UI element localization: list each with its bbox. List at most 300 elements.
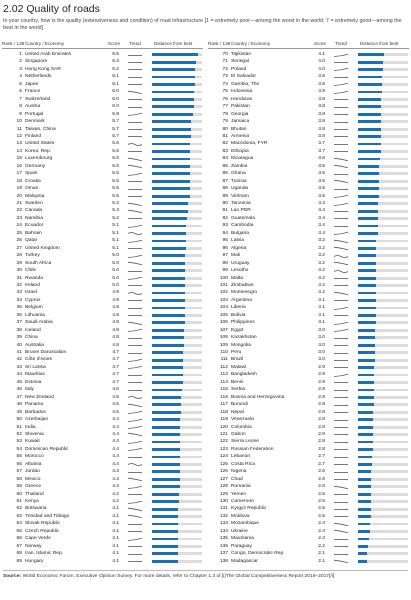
table-row <box>2 51 204 58</box>
trend-sparkline-icon <box>334 298 348 303</box>
distance-bar-track <box>358 336 408 339</box>
rank-cell: 80 <box>222 126 228 132</box>
trend-line <box>334 307 348 309</box>
trend-line <box>128 203 142 206</box>
trend-sparkline-icon <box>128 261 142 266</box>
distance-bar <box>358 68 383 71</box>
distance-bar <box>358 195 379 198</box>
distance-bar <box>152 277 185 280</box>
rank-cell: 66 <box>16 536 22 542</box>
trend-line <box>334 69 348 71</box>
table-row <box>208 118 410 125</box>
distance-bar-track <box>152 545 202 548</box>
rank-cell: 135 <box>219 536 228 542</box>
score-cell: 4.1 <box>112 513 119 519</box>
rank-cell: 75 <box>222 89 228 95</box>
trend-sparkline-icon <box>128 537 142 542</box>
rank-cell: 125 <box>219 461 228 467</box>
table-row <box>208 155 410 162</box>
distance-bar <box>152 552 178 555</box>
distance-bar-track <box>358 329 408 332</box>
trend-sparkline-icon <box>334 134 348 139</box>
distance-bar-track <box>358 180 408 183</box>
score-cell: 2.6 <box>318 476 325 482</box>
trend-sparkline-icon <box>128 410 142 415</box>
distance-bar-track <box>152 172 202 175</box>
distance-bar-track <box>358 284 408 287</box>
distance-bar-track <box>152 83 202 86</box>
table-row <box>208 550 410 557</box>
table-row <box>2 237 204 244</box>
country-cell: Thailand <box>25 491 44 497</box>
trend-sparkline-icon <box>128 105 142 110</box>
distance-bar-track <box>152 336 202 339</box>
trend-sparkline-icon <box>128 202 142 207</box>
distance-bar <box>152 478 180 481</box>
source-label: Source: <box>3 574 22 579</box>
distance-bar-track <box>152 128 202 131</box>
distance-bar-track <box>358 105 408 108</box>
trend-sparkline-icon <box>128 485 142 490</box>
trend-sparkline-icon <box>128 224 142 229</box>
table-row <box>208 200 410 207</box>
table-row <box>208 275 410 282</box>
rank-cell: 97 <box>222 253 228 259</box>
distance-bar-track <box>358 560 408 563</box>
distance-bar <box>358 105 381 108</box>
trend-sparkline-icon <box>128 351 142 356</box>
country-cell: Ukraine <box>231 528 248 534</box>
distance-bar <box>358 165 379 168</box>
trend-sparkline-icon <box>334 194 348 199</box>
country-cell: Lithuania <box>25 312 45 318</box>
table-row <box>2 111 204 118</box>
trend-line <box>334 560 348 563</box>
distance-bar-track <box>152 158 202 161</box>
distance-header: Distance from best <box>154 41 193 46</box>
trend-sparkline-icon <box>334 202 348 207</box>
trend-sparkline-icon <box>334 343 348 348</box>
distance-bar <box>152 135 191 138</box>
table-row <box>2 133 204 140</box>
table-row <box>208 66 410 73</box>
trend-sparkline-icon <box>334 67 348 72</box>
score-cell: 4.9 <box>112 297 119 303</box>
country-cell: Malaysia <box>25 193 45 199</box>
trend-sparkline-icon <box>128 529 142 534</box>
table-row <box>208 438 410 445</box>
rank-cell: 21 <box>16 201 22 206</box>
score-cell: 2.5 <box>318 499 325 504</box>
distance-bar-track <box>358 150 408 153</box>
distance-bar <box>358 299 376 302</box>
trend-sparkline-icon <box>128 298 142 303</box>
rank-cell: 63 <box>16 513 22 519</box>
trend-sparkline-icon <box>334 537 348 542</box>
trend-sparkline-icon <box>334 328 348 333</box>
table-row <box>2 103 204 110</box>
trend-sparkline-icon <box>128 365 142 370</box>
country-cell: Canada <box>25 208 43 214</box>
trend-line <box>128 426 142 428</box>
country-cell: Malta <box>231 275 243 281</box>
table-row <box>208 371 410 378</box>
distance-bar <box>358 418 373 421</box>
distance-bar-track <box>152 61 202 64</box>
rank-cell: 120 <box>219 424 228 430</box>
distance-bar <box>358 277 376 280</box>
table-row <box>2 543 204 550</box>
table-row <box>2 386 204 393</box>
distance-bar <box>358 530 370 533</box>
rank-cell: 24 <box>16 223 22 229</box>
country-cell: Sri Lanka <box>25 364 46 370</box>
country-cell: Germany <box>25 163 46 169</box>
table-row <box>2 170 204 177</box>
trend-line <box>128 113 142 115</box>
score-cell: 3.4 <box>318 215 325 221</box>
trend-sparkline-icon <box>334 492 348 497</box>
score-cell: 2.3 <box>318 536 325 542</box>
distance-bar <box>152 232 186 235</box>
table-row <box>2 550 204 557</box>
table-row <box>2 513 204 520</box>
rank-cell: 106 <box>219 320 228 326</box>
country-cell: Venezuela <box>231 417 254 423</box>
table-row <box>208 73 410 80</box>
rank-cell: 117 <box>220 402 228 408</box>
score-cell: 5.0 <box>112 282 119 288</box>
distance-bar-track <box>152 232 202 235</box>
table-row <box>2 505 204 512</box>
distance-bar-track <box>152 269 202 272</box>
score-cell: 5.3 <box>112 208 119 214</box>
country-cell: Russian Federation <box>231 446 274 452</box>
trend-sparkline-icon <box>334 261 348 266</box>
distance-bar <box>358 508 371 511</box>
country-cell: Kazakhstan <box>231 335 257 341</box>
rank-cell: 94 <box>222 230 228 236</box>
distance-bar <box>358 344 375 347</box>
trend-sparkline-icon <box>128 82 142 87</box>
table-row <box>208 409 410 416</box>
distance-bar-track <box>358 426 408 429</box>
table-row <box>2 178 204 185</box>
rank-cell: 34 <box>16 297 22 303</box>
trend-line <box>128 516 142 519</box>
distance-bar <box>152 247 186 250</box>
trend-line <box>334 165 348 168</box>
country-cell: Estonia <box>25 379 42 385</box>
country-cell: Tanzania <box>231 201 251 206</box>
score-cell: 5.3 <box>112 201 119 206</box>
country-cell: Kyrgyz Republic <box>231 506 267 512</box>
country-cell: Indonesia <box>231 89 253 95</box>
country-cell: Congo, Democratic Rep. <box>231 551 285 557</box>
distance-bar-track <box>152 456 202 459</box>
trend-line <box>128 143 142 145</box>
rank-cell: 111 <box>220 357 228 363</box>
country-cell: Slovak Republic <box>25 521 61 527</box>
table-row <box>2 252 204 259</box>
table-row <box>208 178 410 185</box>
distance-bar-track <box>152 150 202 153</box>
distance-bar-track <box>152 359 202 362</box>
trend-line <box>128 486 142 488</box>
score-header: Score <box>314 41 327 46</box>
score-cell: 2.9 <box>318 402 325 408</box>
country-cell: Iceland <box>25 327 41 333</box>
distance-bar <box>152 470 180 473</box>
table-row <box>2 140 204 147</box>
distance-bar-track <box>152 351 202 354</box>
distance-header: Distance from best <box>360 41 399 46</box>
trend-sparkline-icon <box>334 97 348 102</box>
distance-bar <box>358 411 373 414</box>
rank-cell: 12 <box>16 133 22 139</box>
distance-bar <box>152 143 190 146</box>
trend-sparkline-icon <box>128 343 142 348</box>
distance-bar <box>152 523 178 526</box>
page-title: 2.02 Quality of roads <box>3 3 100 15</box>
table-row <box>2 446 204 453</box>
country-cell: Nepal <box>231 409 244 415</box>
trend-line <box>334 195 348 197</box>
distance-bar-track <box>152 552 202 555</box>
score-cell: 2.8 <box>318 446 325 452</box>
trend-line <box>128 478 142 481</box>
distance-bar <box>358 478 371 481</box>
score-cell: 2.6 <box>318 484 325 490</box>
country-cell: Yemen <box>231 491 247 497</box>
trend-line <box>128 441 142 443</box>
rank-cell: 126 <box>219 469 228 475</box>
score-cell: 4.9 <box>112 305 119 311</box>
score-cell: 5.6 <box>112 156 119 162</box>
country-cell: United States <box>25 141 55 147</box>
distance-bar <box>152 381 183 384</box>
score-cell: 2.5 <box>318 491 325 497</box>
trend-sparkline-icon <box>128 306 142 311</box>
score-header: Score <box>108 41 121 46</box>
rank-cell: 30 <box>16 268 22 274</box>
score-cell: 2.8 <box>318 417 325 423</box>
trend-sparkline-icon <box>334 455 348 460</box>
score-cell: 3.8 <box>318 104 325 110</box>
country-cell: Romania <box>231 484 251 490</box>
trend-sparkline-icon <box>128 187 142 192</box>
country-cell: Australia <box>25 342 45 348</box>
country-cell: New Zealand <box>25 394 54 400</box>
distance-bar <box>152 374 183 377</box>
distance-bar-track <box>152 500 202 503</box>
score-cell: 6.1 <box>112 74 119 80</box>
distance-bar-track <box>358 61 408 64</box>
rank-cell: 82 <box>222 141 228 147</box>
trend-line <box>128 508 142 511</box>
distance-bar <box>152 493 179 496</box>
trend-line <box>334 262 348 265</box>
table-row <box>2 200 204 207</box>
country-cell: Senegal <box>231 59 249 65</box>
score-cell: 5.6 <box>112 163 119 169</box>
table-row <box>2 528 204 535</box>
score-cell: 3.4 <box>318 208 325 214</box>
distance-bar-track <box>358 299 408 302</box>
rank-cell: 91 <box>222 208 228 214</box>
distance-bar-track <box>358 456 408 459</box>
score-cell: 3.2 <box>318 245 325 251</box>
distance-bar <box>152 560 178 563</box>
score-cell: 4.1 <box>112 521 119 527</box>
distance-bar <box>152 344 184 347</box>
score-cell: 4.1 <box>318 52 325 57</box>
country-cell: Armenia <box>231 133 250 139</box>
table-row <box>2 207 204 214</box>
trend-line <box>334 247 348 250</box>
rank-cell: 65 <box>16 528 22 534</box>
table-row <box>2 222 204 229</box>
score-cell: 3.9 <box>318 74 325 80</box>
distance-bar <box>358 448 373 451</box>
score-cell: 5.1 <box>112 230 119 236</box>
distance-bar-track <box>152 143 202 146</box>
rank-cell: 116 <box>220 394 228 400</box>
score-cell: 3.5 <box>318 193 325 199</box>
distance-bar-track <box>358 187 408 190</box>
trend-sparkline-icon <box>128 164 142 169</box>
score-cell: 5.5 <box>112 186 119 192</box>
distance-bar-track <box>358 530 408 533</box>
score-cell: 3.0 <box>318 327 325 333</box>
score-cell: 6.0 <box>112 96 119 102</box>
trend-sparkline-icon <box>128 269 142 274</box>
source-text: World Economic Forum, Executive Opinion Survey. For more details, refer to Chapter 1.3 of [i]The Global Competitiveness Report 2016–2017[/i] <box>21 574 335 579</box>
table-row <box>2 334 204 341</box>
table-row <box>2 364 204 371</box>
score-cell: 3.0 <box>318 350 325 355</box>
trend-sparkline-icon <box>334 410 348 415</box>
distance-bar <box>152 165 190 168</box>
trend-sparkline-icon <box>334 224 348 229</box>
table-row <box>2 289 204 296</box>
table-row <box>208 297 410 304</box>
distance-bar-track <box>152 113 202 116</box>
rank-cell: 10 <box>16 119 22 125</box>
rank-cell: 133 <box>219 521 228 527</box>
table-row <box>208 342 410 349</box>
table-row <box>208 111 410 118</box>
country-cell: Benin <box>231 379 244 385</box>
table-row <box>208 535 410 542</box>
distance-bar-track <box>358 83 408 86</box>
country-cell: Poland <box>231 66 247 72</box>
trend-sparkline-icon <box>128 336 142 341</box>
distance-bar <box>152 463 180 466</box>
rank-cell: 17 <box>16 171 22 177</box>
country-cell: Liberia <box>231 305 246 311</box>
distance-bar-track <box>152 485 202 488</box>
table-row <box>2 73 204 80</box>
distance-bar-track <box>358 411 408 414</box>
table-row <box>208 133 410 140</box>
rank-cell: 79 <box>222 119 228 125</box>
score-cell: 2.1 <box>318 558 325 564</box>
table-row <box>208 207 410 214</box>
distance-bar-track <box>152 448 202 451</box>
score-cell: 4.3 <box>112 484 119 490</box>
distance-bar <box>152 545 178 548</box>
score-cell: 2.9 <box>318 394 325 400</box>
country-cell: Netherlands <box>25 74 52 80</box>
trend-sparkline-icon <box>334 529 348 534</box>
distance-bar-track <box>358 143 408 146</box>
table-row <box>208 230 410 237</box>
table-row <box>2 401 204 408</box>
country-cell: Kenya <box>25 499 39 504</box>
distance-bar-track <box>152 76 202 79</box>
distance-bar <box>152 456 180 459</box>
rank-cell: 109 <box>219 342 228 348</box>
rank-cell: 27 <box>16 245 22 251</box>
country-cell: Mauritius <box>25 372 45 378</box>
score-cell: 3.5 <box>318 178 325 184</box>
country-cell: Mexico <box>25 476 41 482</box>
trend-sparkline-icon <box>128 216 142 221</box>
score-cell: 4.7 <box>112 379 119 385</box>
distance-bar <box>152 225 186 228</box>
distance-bar-track <box>358 493 408 496</box>
trend-line <box>128 255 142 257</box>
country-cell: Uruguay <box>231 260 250 266</box>
distance-bar-track <box>152 463 202 466</box>
distance-bar <box>358 262 376 265</box>
country-cell: United Kingdom <box>25 245 60 251</box>
country-cell: Luxembourg <box>25 156 53 162</box>
country-cell: Madagascar <box>231 558 258 564</box>
table-row <box>2 58 204 65</box>
country-cell: Oman <box>25 186 39 192</box>
score-cell: 5.5 <box>112 171 119 177</box>
trend-sparkline-icon <box>334 75 348 80</box>
score-cell: 2.5 <box>318 513 325 519</box>
distance-bar-track <box>358 552 408 555</box>
table-row <box>2 260 204 267</box>
distance-bar-track <box>152 470 202 473</box>
country-cell: Ireland <box>25 282 40 288</box>
distance-bar-track <box>152 366 202 369</box>
score-cell: 5.1 <box>112 223 119 229</box>
rank-cell: 92 <box>222 215 228 221</box>
distance-bar <box>358 150 381 153</box>
country-cell: Gabon <box>231 431 246 437</box>
score-cell: 2.8 <box>318 431 325 437</box>
country-cell: El Salvador <box>231 74 257 80</box>
trend-sparkline-icon <box>128 209 142 214</box>
distance-bar <box>358 292 376 295</box>
trend-sparkline-icon <box>128 157 142 162</box>
trend-sparkline-icon <box>128 134 142 139</box>
distance-bar <box>358 381 374 384</box>
rank-cell: 18 <box>16 178 22 184</box>
rank-cell: 102 <box>219 290 228 296</box>
distance-bar-track <box>358 448 408 451</box>
distance-bar <box>152 113 193 116</box>
score-cell: 2.9 <box>318 379 325 385</box>
table-row <box>2 267 204 274</box>
score-cell: 4.9 <box>112 312 119 318</box>
distance-bar-track <box>358 128 408 131</box>
